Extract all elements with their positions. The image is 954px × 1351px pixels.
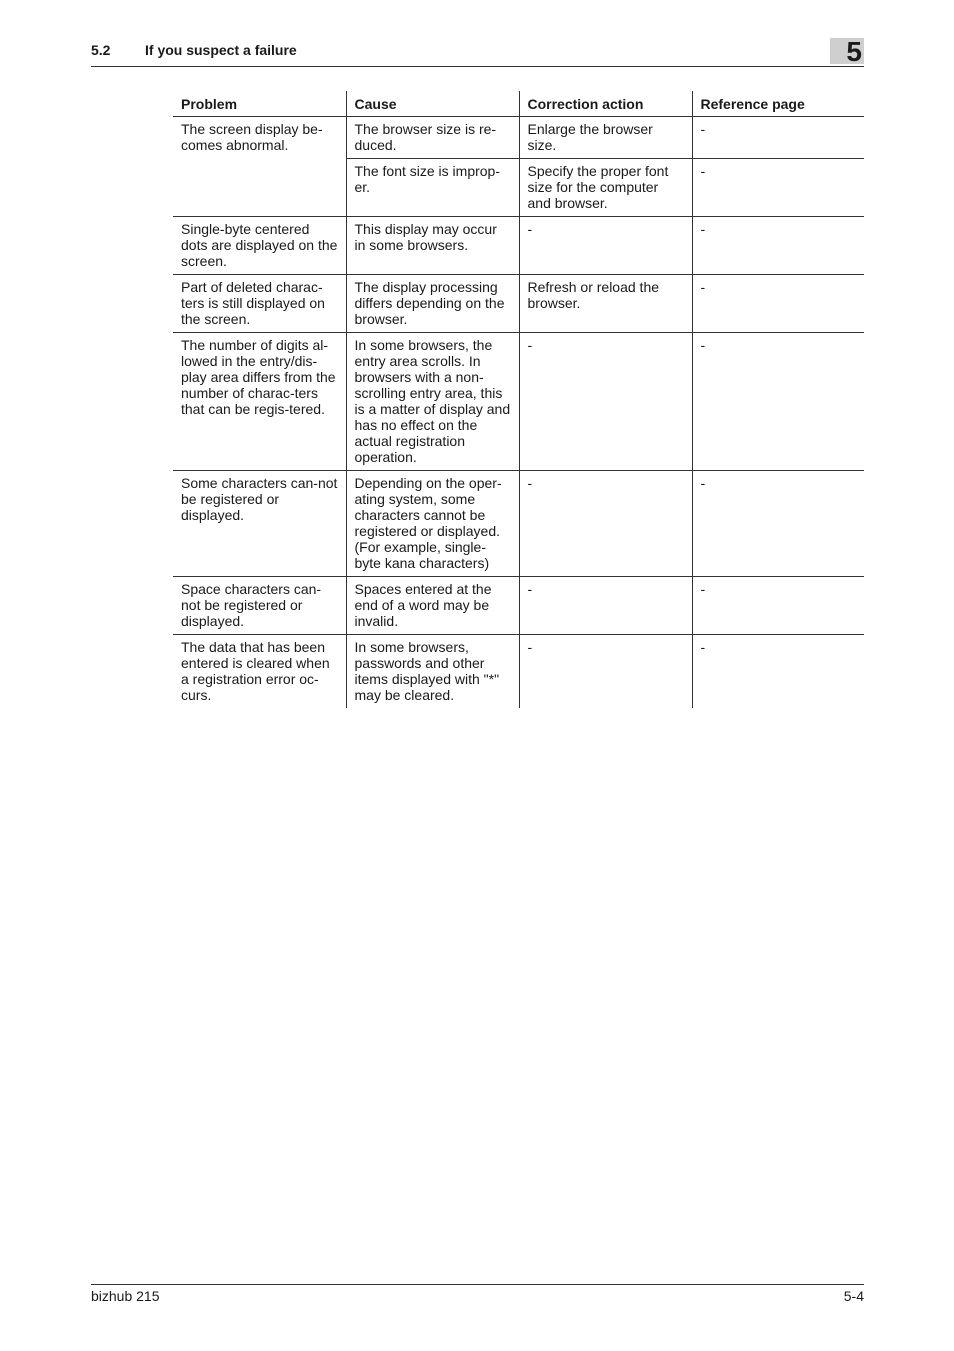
reference-page-cell: - (692, 217, 864, 275)
cause-cell: The browser size is re-duced. (346, 117, 519, 159)
reference-page-cell: - (692, 275, 864, 333)
page-number: 5-4 (843, 1288, 864, 1304)
problem-cell: Single-byte centered dots are displayed on the screen. (173, 217, 346, 275)
cause-cell: This display may occur in some browsers. (346, 217, 519, 275)
cause-cell: Depending on the oper-ating system, some characters cannot be registered or displayed. (For example, single-byte kana characters) (346, 471, 519, 577)
cause-cell: The font size is improp-er. (346, 159, 519, 217)
cause-cell: Spaces entered at the end of a word may be invalid. (346, 577, 519, 635)
problem-cell: Some characters can-not be registered or displayed. (173, 471, 346, 577)
problem-cell: Part of deleted charac-ters is still displayed on the screen. (173, 275, 346, 333)
table-row (173, 333, 864, 471)
problem-cell: The number of digits al-lowed in the entry/dis-play area differs from the number of charac-ters that can be regis-tered. (173, 333, 346, 471)
problem-cell: The data that has been entered is cleared when a registration error oc-curs. (173, 635, 346, 709)
column-header-correction-action: Correction action (519, 91, 692, 117)
correction-action-cell: - (519, 635, 692, 709)
correction-action-cell: - (519, 217, 692, 275)
table-row (173, 275, 864, 333)
correction-action-cell: - (519, 333, 692, 471)
column-header-cause: Cause (346, 91, 519, 117)
table-row (173, 635, 864, 709)
problem-cell: Space characters can-not be registered or displayed. (173, 577, 346, 635)
correction-action-cell: - (519, 577, 692, 635)
table-row (173, 117, 864, 159)
correction-action-cell: Specify the proper font size for the computer and browser. (519, 159, 692, 217)
column-header-problem: Problem (173, 91, 346, 117)
troubleshooting-table (173, 91, 864, 708)
section-title: If you suspect a failure (145, 42, 297, 58)
cause-cell: In some browsers, passwords and other items displayed with "*" may be cleared. (346, 635, 519, 709)
table-row (173, 577, 864, 635)
table-header-row (173, 91, 864, 117)
page-header (91, 36, 864, 67)
column-header-reference-page: Reference page (692, 91, 864, 117)
correction-action-cell: - (519, 471, 692, 577)
reference-page-cell: - (692, 117, 864, 159)
problem-cell: The screen display be-comes abnormal. (173, 117, 346, 217)
correction-action-cell: Enlarge the browser size. (519, 117, 692, 159)
correction-action-cell: Refresh or reload the browser. (519, 275, 692, 333)
reference-page-cell: - (692, 471, 864, 577)
reference-page-cell: - (692, 159, 864, 217)
reference-page-cell: - (692, 333, 864, 471)
product-model: bizhub 215 (91, 1288, 160, 1304)
reference-page-cell: - (692, 577, 864, 635)
section-number: 5.2 (91, 42, 111, 58)
reference-page-cell: - (692, 635, 864, 709)
cause-cell: In some browsers, the entry area scrolls. In browsers with a non-scrolling entry area, this is a matter of display and has no effect on the actual registration operation. (346, 333, 519, 471)
chapter-number-tab: 5 (830, 38, 864, 64)
cause-cell: The display processing differs depending on the browser. (346, 275, 519, 333)
table-row (173, 217, 864, 275)
table-row (173, 471, 864, 577)
page-footer (91, 1284, 864, 1309)
